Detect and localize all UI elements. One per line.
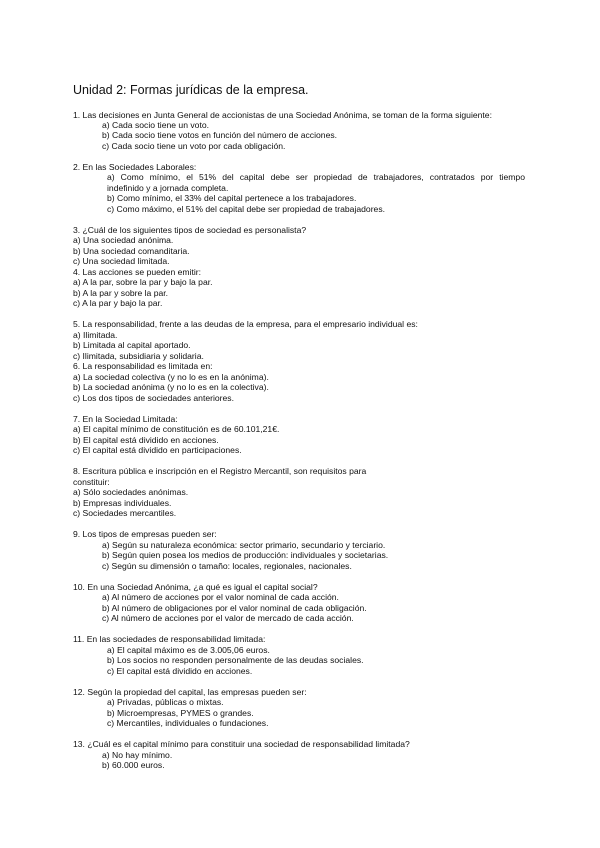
option-8a: a) Sólo sociedades anónimas. (73, 487, 189, 497)
option-8c: c) Sociedades mercantiles. (73, 508, 177, 518)
option-6a: a) La sociedad colectiva (y no lo es en la anónima). (73, 372, 269, 382)
page-title: Unidad 2: Formas jurídicas de la empresa. (73, 83, 309, 97)
question-13: 13. ¿Cuál es el capital mínimo para constituir una sociedad de responsabilidad limitada? (73, 739, 410, 749)
question-7: 7. En la Sociedad Limitada: (73, 414, 178, 424)
option-5c: c) Ilimitada, subsidiaria y solidaria. (73, 351, 204, 361)
option-13a: a) No hay mínimo. (102, 750, 173, 760)
option-12b: b) Microempresas, PYMES o grandes. (107, 708, 254, 718)
option-3c: c) Una sociedad limitada. (73, 256, 170, 266)
option-11a: a) El capital máximo es de 3.005,06 euros. (107, 645, 270, 655)
option-4a: a) A la par, sobre la par y bajo la par. (73, 277, 213, 287)
option-2a: a) Como mínimo, el 51% del capital debe ser propiedad de trabajadores, contratados por tiempo (107, 172, 525, 182)
question-5: 5. La responsabilidad, frente a las deudas de la empresa, para el empresario individual es: (73, 319, 418, 329)
option-1a: a) Cada socio tiene un voto. (102, 120, 210, 130)
option-9a: a) Según su naturaleza económica: sector primario, secundario y terciario. (102, 540, 386, 550)
question-2: 2. En las Sociedades Laborales: (73, 162, 197, 172)
option-2a-cont: indefinido y a jornada completa. (107, 183, 229, 193)
question-12: 12. Según la propiedad del capital, las empresas pueden ser: (73, 687, 307, 697)
option-10c: c) Al número de acciones por el valor de mercado de cada acción. (102, 613, 354, 623)
option-6b: b) La sociedad anónima (y no lo es en la colectiva). (73, 382, 269, 392)
option-8b: b) Empresas individuales. (73, 498, 172, 508)
option-12a: a) Privadas, públicas o mixtas. (107, 697, 224, 707)
question-4: 4. Las acciones se pueden emitir: (73, 267, 202, 277)
question-3: 3. ¿Cuál de los siguientes tipos de sociedad es personalista? (73, 225, 307, 235)
question-10: 10. En una Sociedad Anónima, ¿a qué es igual el capital social? (73, 582, 318, 592)
question-8: 8. Escritura pública e inscripción en el Registro Mercantil, son requisitos para (73, 466, 367, 476)
option-12c: c) Mercantiles, individuales o fundaciones. (107, 718, 269, 728)
option-7c: c) El capital está dividido en participaciones. (73, 445, 242, 455)
option-5a: a) Ilimitada. (73, 330, 118, 340)
question-8-cont: constituir: (73, 477, 110, 487)
question-1: 1. Las decisiones en Junta General de accionistas de una Sociedad Anónima, se toman de la forma siguiente: (73, 110, 492, 120)
option-6c: c) Los dos tipos de sociedades anteriores. (73, 393, 234, 403)
option-9b: b) Según quien posea los medios de producción: individuales y societarias. (102, 550, 389, 560)
question-6: 6. La responsabilidad es limitada en: (73, 361, 213, 371)
option-11b: b) Los socios no responden personalmente de las deudas sociales. (107, 655, 364, 665)
option-2b: b) Como mínimo, el 33% del capital pertenece a los trabajadores. (107, 193, 357, 203)
option-4c: c) A la par y bajo la par. (73, 298, 163, 308)
option-9c: c) Según su dimensión o tamaño: locales, regionales, nacionales. (102, 561, 352, 571)
option-4b: b) A la par y sobre la par. (73, 288, 169, 298)
option-3a: a) Una sociedad anónima. (73, 235, 174, 245)
option-1c: c) Cada socio tiene un voto por cada obligación. (102, 141, 286, 151)
option-13b: b) 60.000 euros. (102, 760, 165, 770)
option-1b: b) Cada socio tiene votos en función del número de acciones. (102, 130, 338, 140)
option-2c: c) Como máximo, el 51% del capital debe ser propiedad de trabajadores. (107, 204, 386, 214)
question-11: 11. En las sociedades de responsabilidad limitada: (73, 634, 266, 644)
question-9: 9. Los tipos de empresas pueden ser: (73, 529, 217, 539)
option-7b: b) El capital está dividido en acciones. (73, 435, 219, 445)
option-5b: b) Limitada al capital aportado. (73, 340, 191, 350)
option-10a: a) Al número de acciones por el valor nominal de cada acción. (102, 592, 339, 602)
option-11c: c) El capital está dividido en acciones. (107, 666, 253, 676)
option-7a: a) El capital mínimo de constitución es de 60.101,21€. (73, 424, 280, 434)
option-3b: b) Una sociedad comanditaria. (73, 246, 190, 256)
option-10b: b) Al número de obligaciones por el valor nominal de cada obligación. (102, 603, 367, 613)
